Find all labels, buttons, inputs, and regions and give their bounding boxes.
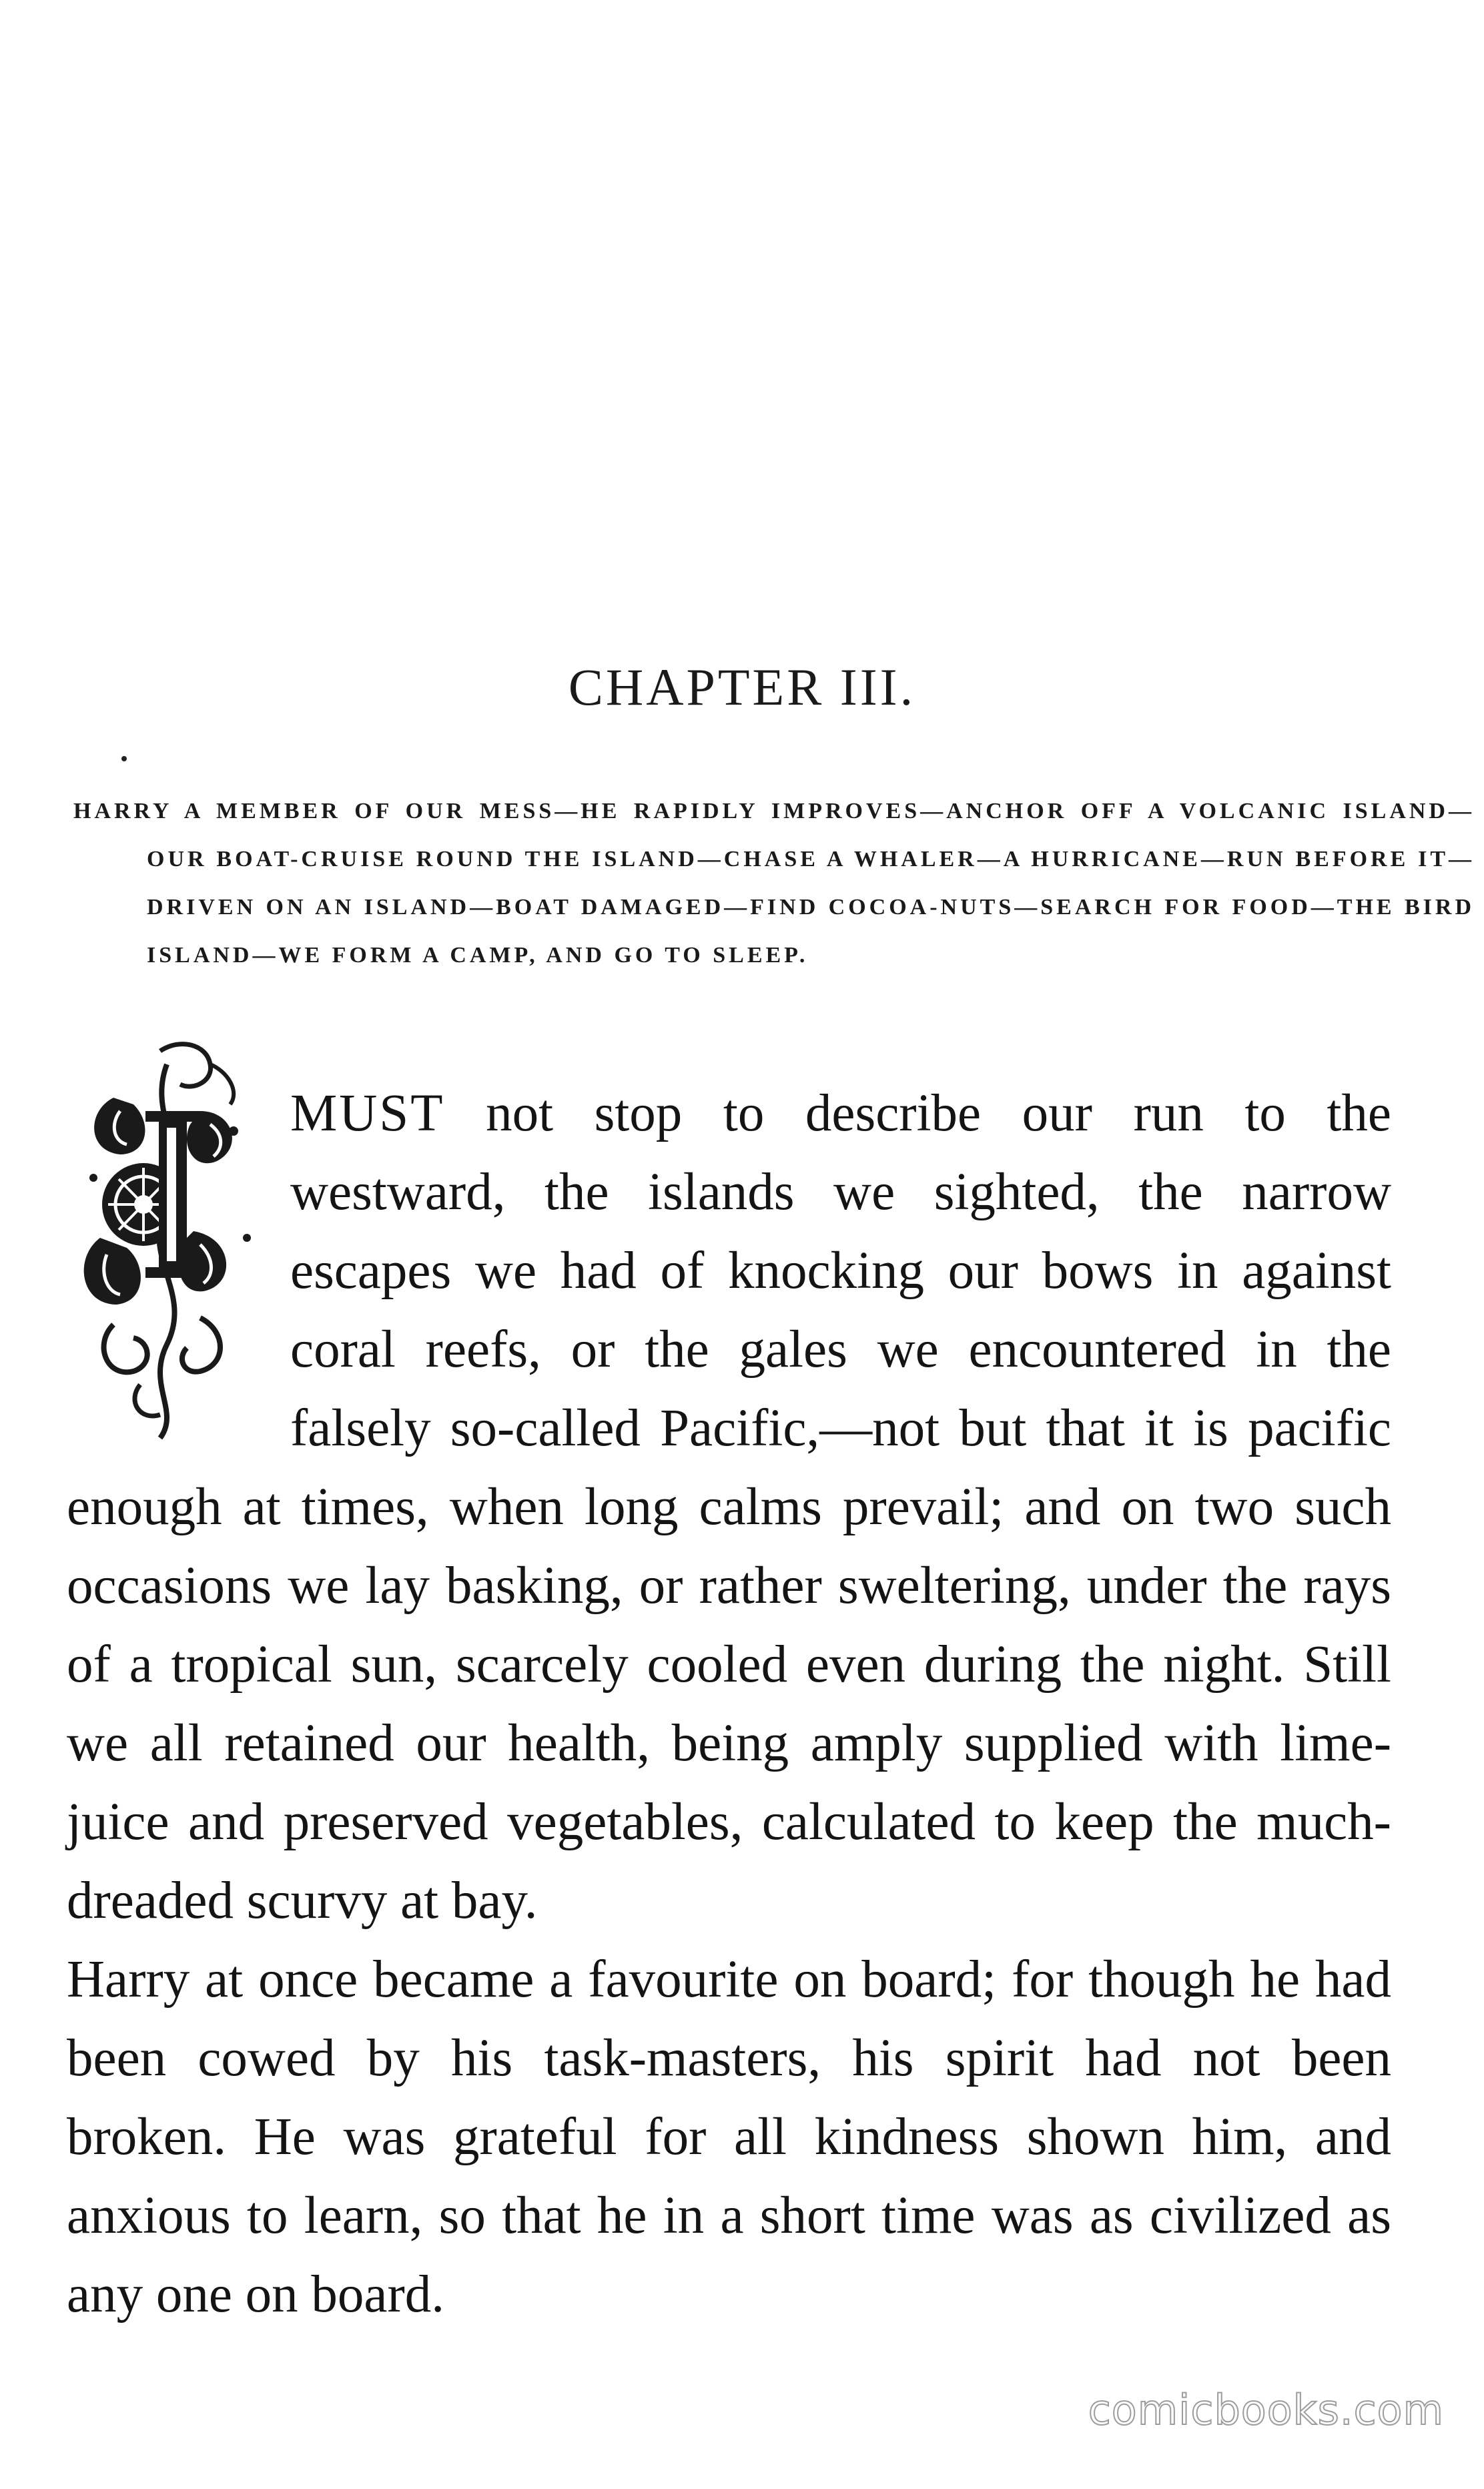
paragraph-1-text: not stop to describe our run to the westward, the islands we sighted, the narrow escapes we had of knocking our bows in against coral reefs, or the gales we encountered in the falsely so-called Pacific,—not but that it is pacific enough at times, when long calms prevail; and on two such occasions we lay basking, or rather sweltering, under the rays of a tropical sun, scarcely cooled even during the night. Still we all retained our health, being amply supplied with lime-juice and preserved vegetables, calculated to keep the much-dreaded scurvy at bay.	[67, 1084, 1391, 1930]
paragraph-1-first-word: MUST	[290, 1084, 445, 1142]
ink-speck	[121, 756, 127, 761]
paragraph-2-text: Harry at once became a favourite on board; for though he had been cowed by his task-masters, his spirit had not been broken. He was grateful for all kindness shown him, and anxious to learn, so that he in a short time was as civilized as any one on board.	[67, 1950, 1391, 2324]
body-text	[67, 1074, 1391, 2334]
chapter-summary: HARRY A MEMBER OF OUR MESS—HE RAPIDLY IMPROVES—ANCHOR OFF A VOLCANIC ISLAND—OUR BOAT-CRUISE ROUND THE ISLAND—CHASE A WHALER—A HURRICANE—RUN BEFORE IT—DRIVEN ON AN ISLAND—BOAT DAMAGED—FIND COCOA-NUTS—SEARCH FOR FOOD—THE BIRD ISLAND—WE FORM A CAMP, AND GO TO SLEEP.	[73, 799, 1475, 968]
chapter-title: CHAPTER III.	[568, 658, 916, 716]
paragraph-1	[67, 1074, 1391, 1940]
paragraph-2	[67, 1940, 1391, 2334]
watermark: comicbooks.com	[1088, 2386, 1444, 2434]
drop-cap-spacer	[67, 1074, 290, 1441]
